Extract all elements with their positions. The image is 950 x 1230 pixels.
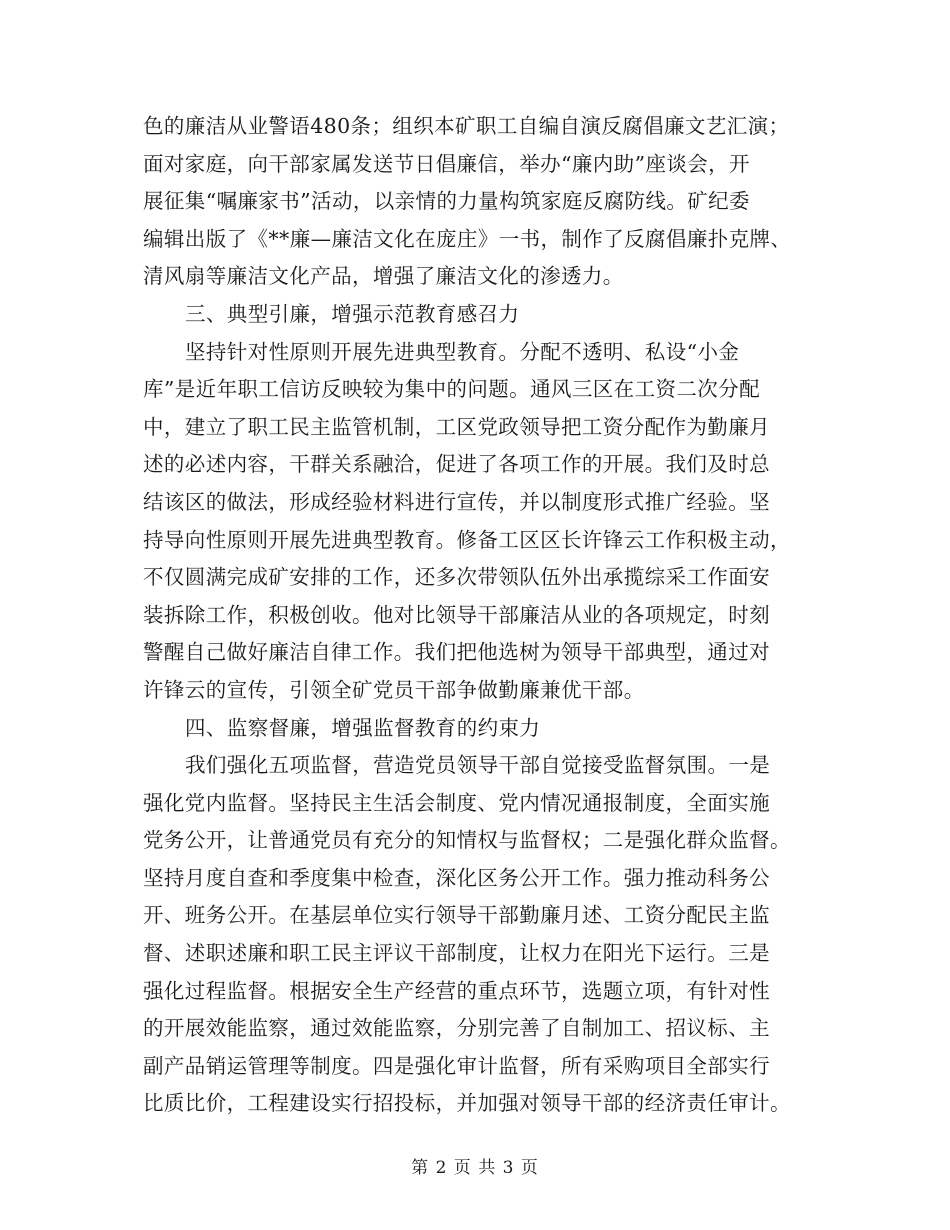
body-line: 装拆除工作，积极创收。他对比领导干部廉洁从业的各项规定，时刻 xyxy=(143,602,770,627)
body-line: 面对家庭，向干部家属发送节日倡廉信，举办“廉内助”座谈会，开 xyxy=(143,151,750,176)
body-line: 督、述职述廉和职工民主评议干部制度，让权力在阳光下运行。三是 xyxy=(143,941,770,966)
body-line: 党务公开，让普通党员有充分的知情权与监督权；二是强化群众监督。 xyxy=(143,828,791,853)
body-line: 许锋云的宣传，引领全矿党员干部争做勤廉兼优干部。 xyxy=(143,677,645,702)
body-line: 强化过程监督。根据安全生产经营的重点环节，选题立项，有针对性 xyxy=(143,978,770,1003)
document-body xyxy=(143,108,803,1123)
body-line: 警醒自己做好廉洁自律工作。我们把他选树为领导干部典型，通过对 xyxy=(143,640,770,665)
body-line: 强化党内监督。坚持民主生活会制度、党内情况通报制度，全面实施 xyxy=(143,790,770,815)
body-line: 编辑出版了《**廉—廉洁文化在庞庄》一书，制作了反腐倡廉扑克牌、 xyxy=(143,226,792,251)
body-line: 副产品销运管理等制度。四是强化审计监督，所有采购项目全部实行 xyxy=(143,1053,770,1078)
body-line: 持导向性原则开展先进典型教育。修备工区区长许锋云工作积极主动， xyxy=(143,527,791,552)
section-heading: 四、监察督廉，增强监督教育的约束力 xyxy=(185,715,541,740)
body-line: 清风扇等廉洁文化产品，增强了廉洁文化的渗透力。 xyxy=(143,264,624,289)
body-line: 我们强化五项监督，营造党员领导干部自觉接受监督氛围。一是 xyxy=(185,753,771,778)
body-line: 展征集“嘱廉家书”活动，以亲情的力量构筑家庭反腐防线。矿纪委 xyxy=(143,189,750,214)
body-line: 中，建立了职工民主监管机制，工区党政领导把工资分配作为勤廉月 xyxy=(143,414,770,439)
body-line: 库”是近年职工信访反映较为集中的问题。通风三区在工资二次分配 xyxy=(143,377,760,402)
body-line: 坚持针对性原则开展先进典型教育。分配不透明、私设“小金 xyxy=(185,339,740,364)
body-line: 不仅圆满完成矿安排的工作，还多次带领队伍外出承揽综采工作面安 xyxy=(143,565,770,590)
body-line: 坚持月度自查和季度集中检查，深化区务公开工作。强力推动科务公 xyxy=(143,865,770,890)
section-heading: 三、典型引廉，增强示范教育感召力 xyxy=(185,301,520,326)
body-line: 开、班务公开。在基层单位实行领导干部勤廉月述、工资分配民主监 xyxy=(143,903,770,928)
body-line: 的开展效能监察，通过效能监察，分别完善了自制加工、招议标、主 xyxy=(143,1016,770,1041)
page-number: 第 2 页 共 3 页 xyxy=(411,1158,539,1178)
body-line: 比质比价，工程建设实行招投标，并加强对领导干部的经济责任审计。 xyxy=(143,1091,791,1116)
body-line: 色的廉洁从业警语480条；组织本矿职工自编自演反腐倡廉文艺汇演； xyxy=(143,114,790,138)
body-line: 述的必述内容，干群关系融洽，促进了各项工作的开展。我们及时总 xyxy=(143,452,770,477)
body-line: 结该区的做法，形成经验材料进行宣传，并以制度形式推广经验。坚 xyxy=(143,489,770,514)
